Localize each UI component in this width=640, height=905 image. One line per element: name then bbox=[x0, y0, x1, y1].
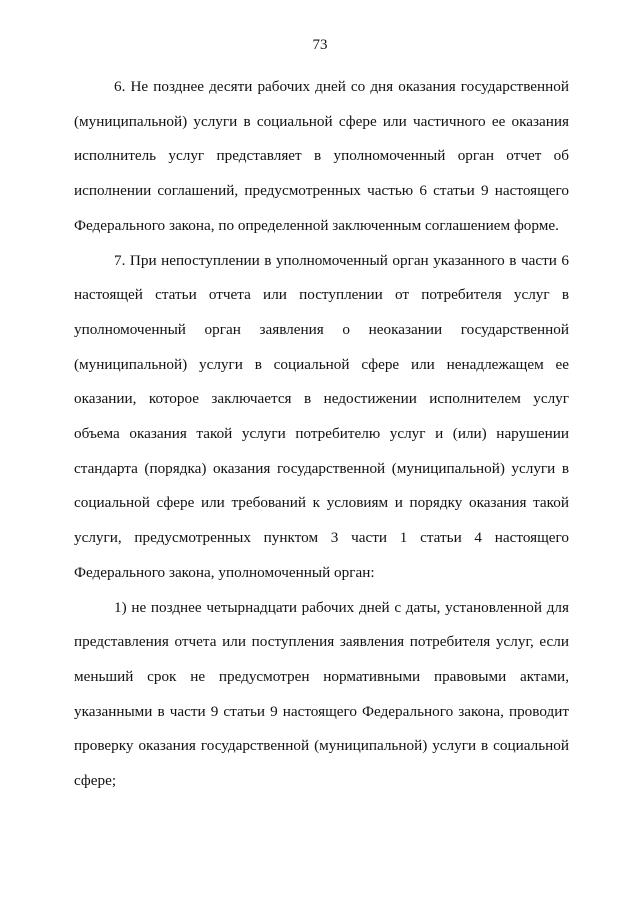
paragraph-7 bbox=[74, 244, 569, 591]
text-line: 7. При непоступлении в уполномоченный орган указанного в части 6 bbox=[114, 251, 569, 269]
text-line: Федерального закона, уполномоченный орган: bbox=[74, 563, 375, 581]
document-body bbox=[74, 70, 569, 799]
paragraph-7-item-1 bbox=[74, 591, 569, 799]
text-line: исполнитель услуг представляет в уполномоченный орган отчет об bbox=[74, 147, 569, 165]
text-line: 6. Не позднее десяти рабочих дней со дня оказания государственной bbox=[114, 78, 569, 95]
text-line: социальной сфере или требований к условиям и порядку оказания такой bbox=[74, 494, 569, 512]
text-line: услуги, предусмотренных пунктом 3 части 1 статьи 4 настоящего bbox=[74, 529, 569, 547]
text-line: сфере; bbox=[74, 772, 117, 790]
text-line: указанными в части 9 статьи 9 настоящего Федерального закона, проводит bbox=[74, 702, 569, 720]
text-line: (муниципальной) услуги в социальной сфере или ненадлежащем ее bbox=[74, 355, 569, 373]
text-line: 1) не позднее четырнадцати рабочих дней с даты, установленной для bbox=[114, 598, 569, 616]
text-line: уполномоченный орган заявления о неоказании государственной bbox=[74, 320, 569, 338]
paragraph-6 bbox=[74, 70, 569, 244]
text-line: Федерального закона, по определенной заключенным соглашением форме. bbox=[74, 216, 559, 234]
text-line: проверку оказания государственной (муниципальной) услуги в социальной bbox=[74, 737, 569, 755]
page-number: 73 bbox=[312, 37, 328, 53]
text-line: объема оказания такой услуги потребителю услуг и (или) нарушении bbox=[74, 425, 569, 443]
text-line: исполнении соглашений, предусмотренных частью 6 статьи 9 настоящего bbox=[74, 182, 569, 200]
text-line: меньший срок не предусмотрен нормативными правовыми актами, bbox=[74, 667, 569, 685]
text-line: стандарта (порядка) оказания государственной (муниципальной) услуги в bbox=[74, 459, 569, 477]
text-line: представления отчета или поступления заявления потребителя услуг, если bbox=[74, 633, 569, 651]
text-line: настоящей статьи отчета или поступлении от потребителя услуг в bbox=[74, 286, 569, 304]
text-line: оказании, которое заключается в недостижении исполнителем услуг bbox=[74, 390, 569, 408]
text-line: (муниципальной) услуги в социальной сфере или частичного ее оказания bbox=[74, 112, 569, 130]
